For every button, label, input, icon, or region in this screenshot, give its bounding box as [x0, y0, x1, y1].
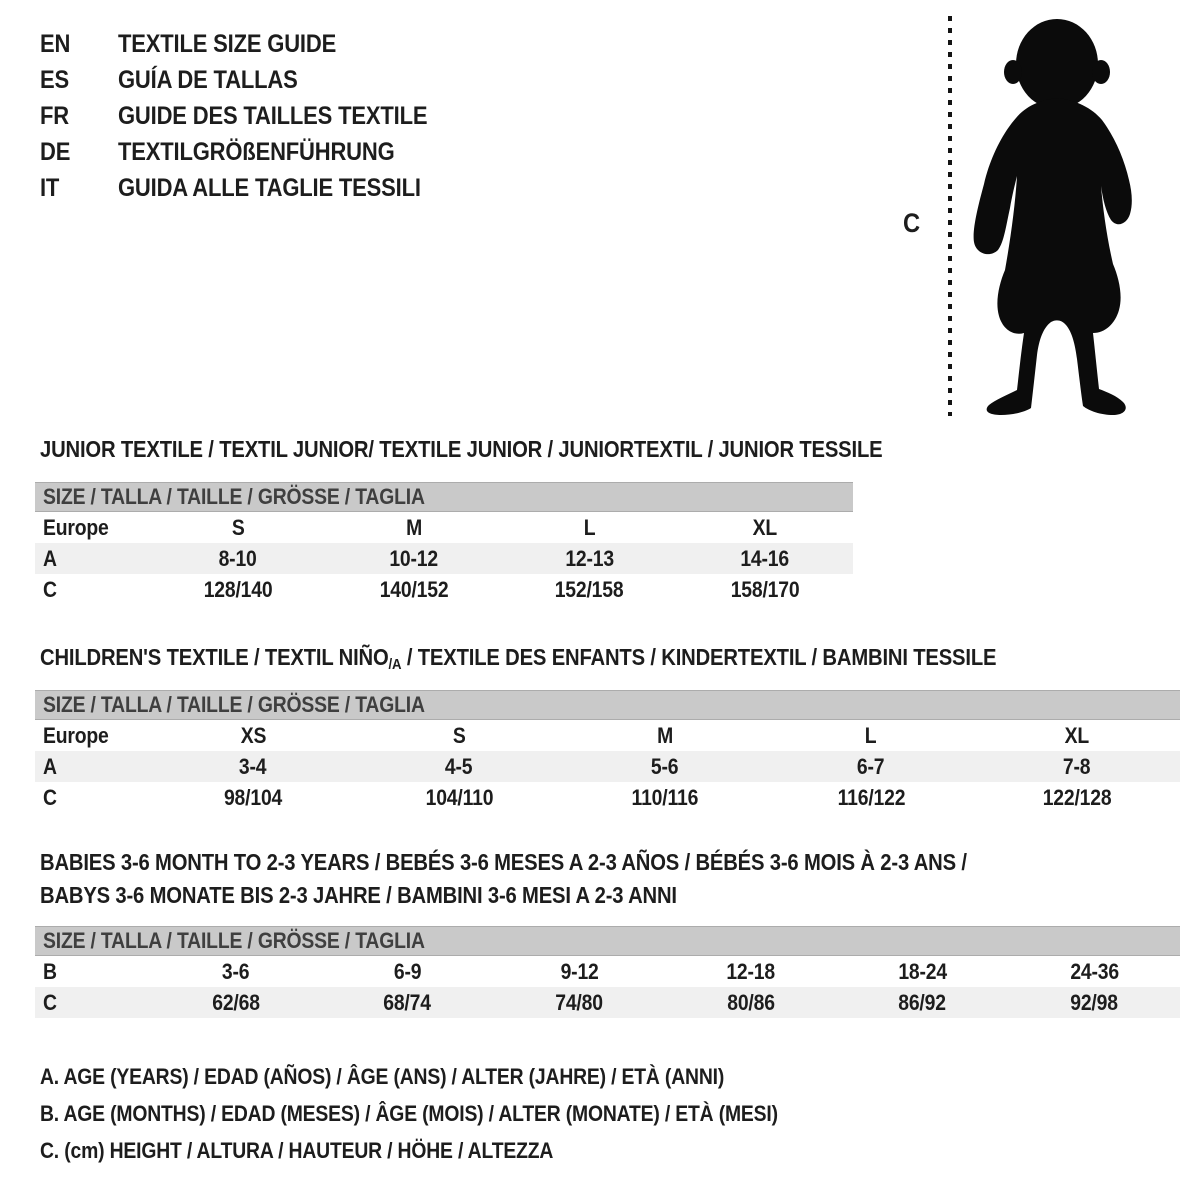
table-cell: 9-12 [560, 958, 599, 984]
children-section-title: CHILDREN'S TEXTILE / TEXTIL NIÑO/A / TEXTILE DES ENFANTS / KINDERTEXTIL / BAMBINI TESSILE [40, 644, 997, 673]
guide-title-en: TEXTILE SIZE GUIDE [118, 29, 337, 58]
table-cell: S [231, 514, 245, 540]
language-code: EN [40, 29, 71, 58]
table-cell: 7-8 [1063, 753, 1091, 779]
height-measure-label: C [903, 208, 920, 238]
table-cell: 128/140 [203, 576, 273, 602]
gender-subscript: /A [388, 656, 402, 673]
row-label: A [43, 753, 57, 779]
table-cell: 158/170 [730, 576, 800, 602]
table-row [35, 751, 1180, 782]
language-row-en [40, 26, 470, 62]
table-cell: 122/128 [1042, 784, 1112, 810]
table-cell: M [405, 514, 422, 540]
babies-section-title: BABIES 3-6 MONTH TO 2-3 YEARS / BEBÉS 3-6 MESES A 2-3 AÑOS / BÉBÉS 3-6 MOIS À 2-3 ANS / BABYS 3-6 MONATE BIS 2-3 JAHRE / BAMBINI 3-6 MESI A 2-3 ANNI [40, 849, 967, 908]
table-cell: 152/158 [555, 576, 624, 602]
table-row [35, 987, 1180, 1018]
table-cell: 104/110 [425, 784, 493, 810]
table-cell: 80/86 [727, 989, 775, 1015]
table-cell: 98/104 [223, 784, 283, 810]
guide-title-es: GUÍA DE TALLAS [118, 65, 298, 94]
language-code: DE [40, 137, 71, 166]
height-measure-line [948, 16, 952, 416]
guide-title-fr: GUIDE DES TAILLES TEXTILE [118, 101, 428, 130]
table-cell: 12-13 [565, 545, 614, 571]
language-code: IT [40, 173, 60, 202]
table-cell: L [583, 514, 596, 540]
row-label: C [43, 989, 57, 1015]
legend-age-months: B. AGE (MONTHS) / EDAD (MESES) / ÂGE (MOIS) / ALTER (MONATE) / ETÀ (MESI) [40, 1101, 778, 1126]
table-cell: 18-24 [898, 958, 947, 984]
table-cell: S [452, 722, 466, 748]
table-row [35, 512, 853, 543]
junior-section-title: JUNIOR TEXTILE / TEXTIL JUNIOR/ TEXTILE JUNIOR / JUNIORTEXTIL / JUNIOR TESSILE [40, 436, 883, 462]
table-cell: 86/92 [898, 989, 947, 1015]
table-cell: 5-6 [651, 753, 679, 779]
table-row [35, 782, 1180, 813]
table-cell: 12-18 [726, 958, 776, 984]
legend-height-cm: C. (cm) HEIGHT / ALTURA / HAUTEUR / HÖHE / ALTEZZA [40, 1138, 554, 1163]
table-cell: 74/80 [555, 989, 603, 1015]
table-cell: 116/122 [837, 784, 905, 810]
row-label: C [43, 784, 57, 810]
table-row [35, 574, 853, 605]
size-table-header: SIZE / TALLA / TAILLE / GRÖSSE / TAGLIA [35, 482, 853, 512]
table-cell: 6-7 [857, 753, 885, 779]
table-cell: 62/68 [212, 989, 260, 1015]
children-size-table [35, 690, 1180, 813]
table-cell: 3-4 [239, 753, 267, 779]
row-label: A [43, 545, 57, 571]
size-table-header: SIZE / TALLA / TAILLE / GRÖSSE / TAGLIA [35, 690, 1180, 720]
table-cell: 6-9 [393, 958, 422, 984]
language-code: ES [40, 65, 69, 94]
guide-title-it: GUIDA ALLE TAGLIE TESSILI [118, 173, 421, 202]
table-row [35, 956, 1180, 987]
table-cell: 3-6 [222, 958, 250, 984]
babies-size-table [35, 926, 1180, 1018]
table-row [35, 543, 853, 574]
junior-size-table [35, 482, 853, 605]
table-cell: XL [752, 514, 778, 540]
table-cell: L [865, 722, 877, 748]
table-cell: 24-36 [1069, 958, 1119, 984]
row-label: C [43, 576, 57, 602]
legend [40, 1058, 878, 1169]
table-cell: 68/74 [383, 989, 432, 1015]
language-row-es [40, 62, 470, 98]
row-label: Europe [43, 514, 109, 540]
guide-title-de: TEXTILGRÖßENFÜHRUNG [118, 137, 395, 166]
table-cell: XS [240, 722, 266, 748]
language-code: FR [40, 101, 69, 130]
language-title-list [40, 26, 470, 206]
table-cell: 8-10 [218, 545, 257, 571]
table-cell: 10-12 [389, 545, 438, 571]
table-cell: XL [1064, 722, 1090, 748]
table-cell: 14-16 [740, 545, 790, 571]
table-cell: 92/98 [1070, 989, 1118, 1015]
language-row-fr [40, 98, 470, 134]
language-row-it [40, 170, 470, 206]
table-row [35, 720, 1180, 751]
language-row-de [40, 134, 470, 170]
row-label: B [43, 958, 57, 984]
table-cell: 4-5 [445, 753, 473, 779]
table-cell: M [657, 722, 673, 748]
size-table-header: SIZE / TALLA / TAILLE / GRÖSSE / TAGLIA [35, 926, 1180, 956]
toddler-silhouette-icon [958, 12, 1148, 417]
table-cell: 110/116 [631, 784, 699, 810]
legend-age-years: A. AGE (YEARS) / EDAD (AÑOS) / ÂGE (ANS) / ALTER (JAHRE) / ETÀ (ANNI) [40, 1064, 725, 1089]
table-cell: 140/152 [379, 576, 448, 602]
row-label: Europe [43, 722, 109, 748]
